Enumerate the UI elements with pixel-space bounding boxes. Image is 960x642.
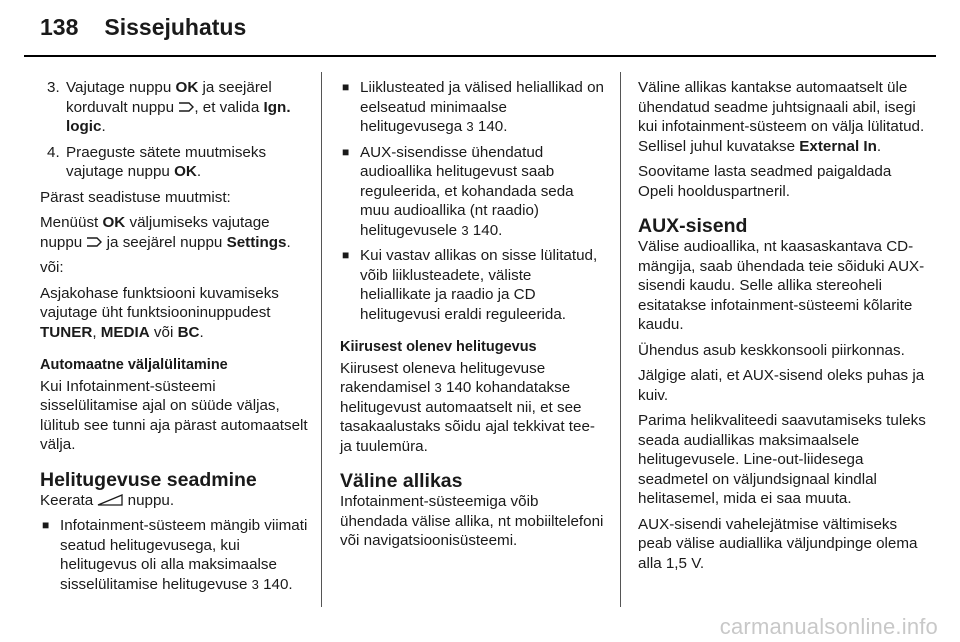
text: Kui vastav allikas on sisse lülitatud, võib liiklusteadete, väliste heliallikate ja raadio ja CD helitugevusi eraldi reguleerida. xyxy=(360,247,598,323)
page-reference: 140. xyxy=(472,221,503,239)
subheading-speed-volume: Kiirusest olenev helitugevus xyxy=(340,339,537,355)
text: Infotainment-süsteem mängib viimati seatud helitugevusega, kui helitugevus oli alla maksimaalse sisselülitamise helitugevuse xyxy=(60,517,308,593)
bullet-icon: ■ xyxy=(342,144,350,159)
bullet-icon: ■ xyxy=(342,248,350,262)
step-text: Praeguste sätete muutmiseks vajutage nuppu xyxy=(66,143,267,180)
page-header xyxy=(40,14,246,46)
text: nuppu. xyxy=(123,491,175,509)
page-number: 138 xyxy=(40,14,79,40)
step-number: 4. xyxy=(47,143,60,161)
page-reference: 140. xyxy=(477,118,508,135)
text: või xyxy=(149,323,178,341)
step-text: ja seejärel korduvalt nuppu xyxy=(66,79,272,116)
heading-volume-setting: Helitugevuse seadmine xyxy=(40,468,257,491)
ok-button-name: OK xyxy=(102,214,126,231)
text: . xyxy=(199,323,204,341)
text: Liiklusteated ja välised heliallikad on eelseatud minimaalse helitugevusega xyxy=(360,79,604,135)
subheading-auto-off: Automaatne väljalülitamine xyxy=(40,357,228,373)
paragraph xyxy=(40,213,310,252)
paragraph xyxy=(638,78,928,156)
bullet-item xyxy=(340,246,605,324)
paragraph xyxy=(40,491,310,511)
text: Väline allikas kantakse automaatselt üle ühendatud seadme juhtsignaali abil, isegi kui infotainment-süsteem on välja lülitatud. Sellisel juhul kuvatakse xyxy=(638,79,925,155)
header-rule xyxy=(24,55,936,57)
bullet-icon: ■ xyxy=(42,518,50,532)
paragraph: Soovitame lasta seadmed paigaldada Opeli hoolduspartneril. xyxy=(638,163,892,200)
numbered-step-3 xyxy=(40,78,310,137)
ok-button-name: OK xyxy=(174,163,197,180)
watermark: carmanualsonline.info xyxy=(719,614,938,639)
paragraph: Parima helikvaliteedi saavutamiseks tuleks seada audiallikas maksimaalsele helitugevusele. Line-out-liidesega seadmetel on väljundsignaal kindlal helitasemel, mida ei saa muuta. xyxy=(638,412,926,507)
text: Asjakohase funktsiooni kuvamiseks vajutage üht funktsiooninuppudest xyxy=(40,284,279,321)
paragraph: Ühendus asub keskkonsooli piirkonnas. xyxy=(638,341,905,359)
numbered-step-4 xyxy=(40,143,310,182)
text: Menüüst xyxy=(40,214,103,231)
step-number: 3. xyxy=(47,79,60,96)
step-text: . xyxy=(196,163,202,180)
text: Kiirusest oleneva helitugevuse rakendamisel xyxy=(340,359,546,396)
display-message: External In xyxy=(799,137,877,155)
column-right xyxy=(638,78,928,579)
tuner-button-name: TUNER xyxy=(40,323,93,341)
step-text: . xyxy=(101,118,106,135)
page-reference: 140. xyxy=(263,575,293,593)
bullet-icon: ■ xyxy=(342,80,350,94)
paragraph xyxy=(40,284,310,343)
text: . xyxy=(876,137,882,155)
page-reference-arrow-icon: 3 xyxy=(434,380,442,395)
bullet-item xyxy=(340,143,605,241)
step-text: , et valida xyxy=(194,98,264,116)
paragraph: või: xyxy=(40,259,64,276)
media-button-name: MEDIA xyxy=(100,323,150,341)
text: AUX-sisendisse ühendatud audioallika helitugevust saab reguleerida, et kohandada seda muu audioallika (nt raadio) helitugevusele xyxy=(360,143,574,239)
paragraph: AUX-sisendi vahelejätmise vältimiseks peab välise audiallika väljundpinge olema alla 1,5 V. xyxy=(638,515,918,572)
paragraph: Kui Infotainment-süsteemi sisselülitamise ajal on süüde väljas, lülitub see tunni aja pärast automaatselt välja. xyxy=(40,377,308,453)
heading-external-source: Väline allikas xyxy=(340,470,463,492)
paragraph: Pärast seadistuse muutmist: xyxy=(40,188,231,206)
text: Keerata xyxy=(40,491,98,509)
page-reference-arrow-icon: 3 xyxy=(251,576,259,592)
column-divider xyxy=(620,72,621,607)
step-text: Vajutage nuppu xyxy=(66,79,176,96)
section-title: Sissejuhatus xyxy=(104,14,247,40)
paragraph: Välise audioallika, nt kaasaskantava CD-mängija, saab ühendada teie sõiduki AUX-sisendi kaudu. Selle allika stereoheli esitatakse infotainment-süsteemi kõlarite kaudu. xyxy=(638,238,925,333)
paragraph: Jälgige alati, et AUX-sisend oleks puhas ja kuiv. xyxy=(638,367,925,404)
column-left xyxy=(40,78,310,600)
text: ja seejärel nuppu xyxy=(102,233,227,251)
paragraph: Infotainment-süsteemiga võib ühendada välise allika, nt mobiiltelefoni või navigatsioonisüsteemi. xyxy=(340,493,604,549)
page-reference-arrow-icon: 3 xyxy=(461,222,469,238)
bullet-item xyxy=(40,516,310,594)
text: . xyxy=(286,233,291,251)
text: , xyxy=(92,323,101,341)
page-reference-arrow-icon: 3 xyxy=(466,119,474,134)
bullet-item xyxy=(340,78,605,137)
back-arrow-icon xyxy=(86,237,102,247)
menu-item-name: Ign. logic xyxy=(66,98,291,135)
volume-wedge-icon xyxy=(97,494,123,506)
text: väljumiseks vajutage nuppu xyxy=(40,214,270,251)
column-divider xyxy=(321,72,322,607)
paragraph xyxy=(340,359,605,457)
text: 140 kohandatakse helitugevust automaatselt nii, et see tasakaalustaks sõidu ajal tekkivat tee- ja tuulemüra. xyxy=(340,379,595,455)
ok-button-name: OK xyxy=(175,79,199,96)
settings-button-name: Settings xyxy=(226,233,287,251)
back-arrow-icon xyxy=(178,102,194,112)
heading-aux-input: AUX-sisend xyxy=(638,215,748,237)
bc-button-name: BC xyxy=(177,323,200,341)
column-middle xyxy=(340,78,605,557)
